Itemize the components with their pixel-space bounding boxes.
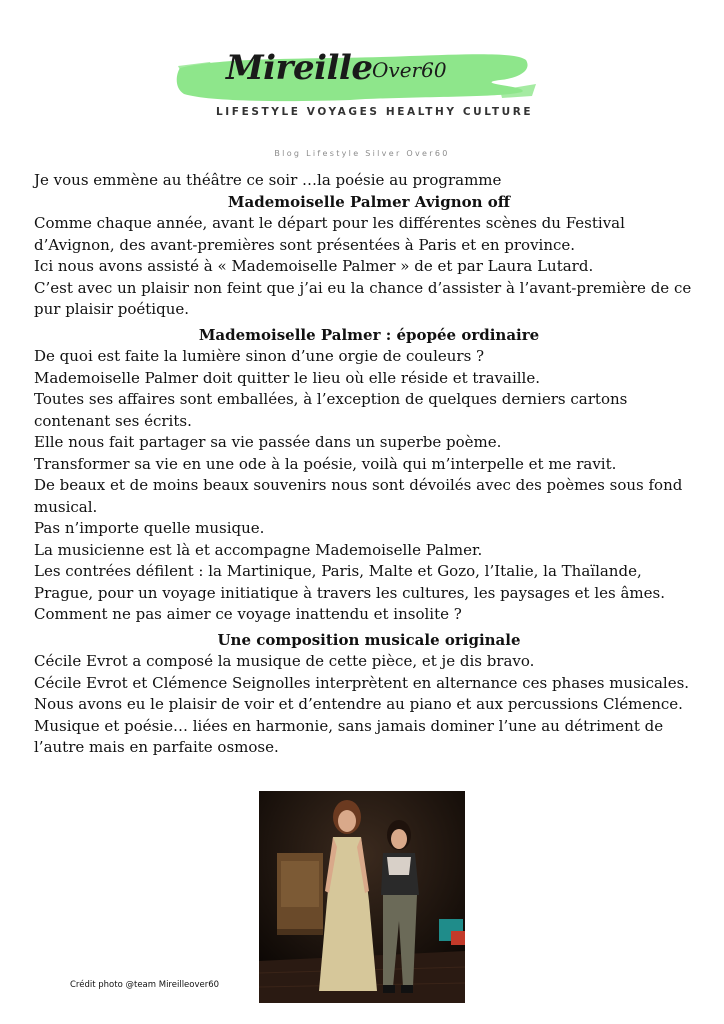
paragraph: Mademoiselle Palmer doit quitter le lieu où elle réside et travaille. [34,368,540,387]
section-heading: Mademoiselle Palmer Avignon off [227,192,511,211]
logo-wordmark: Mireille [226,48,373,88]
paragraph: De beaux et de moins beaux souvenirs nous sont dévoilés avec des poèmes sous fond musical. [34,476,683,516]
paragraph: Cécile Evrot et Clémence Seignolles interprètent en alternance ces phases musicales. [34,673,690,692]
paragraph: Musique et poésie… liées en harmonie, sans jamais dominer l’une au détriment de l’autre mais en parfaite osmose. [34,716,664,756]
paragraph: Nous avons eu le plaisir de voir et d’entendre au piano et aux percussions Clémence. [34,695,683,713]
paragraph: De quoi est faite la lumière sinon d’une orgie de couleurs ? [34,347,485,365]
site-logo[interactable] [170,30,550,130]
paragraph: Pas n’importe quelle musique. [34,519,265,537]
paragraph: Toutes ses affaires sont emballées, à l’exception de quelques derniers cartons contenant ses écrits. [34,390,628,430]
section-heading: Mademoiselle Palmer : épopée ordinaire [198,325,540,344]
photo-credit: Crédit photo @team Mireilleover60 [70,980,220,990]
article-body [34,170,704,759]
article-intro: Je vous emmène au théâtre ce soir …la poésie au programme [34,171,502,189]
paragraph: Cécile Evrot a composé la musique de cette pièce, et je dis bravo. [34,652,535,670]
paragraph: Ici nous avons assisté à « Mademoiselle Palmer » de et par Laura Lutard. [34,257,594,275]
logo-sub-wordmark: Over60 [372,58,447,82]
paragraph: Transformer sa vie en une ode à la poésie, voilà qui m’interpelle et me ravit. [34,454,617,473]
paragraph: Comment ne pas aimer ce voyage inattendu et insolite ? [34,605,462,623]
paragraph: La musicienne est là et accompagne Mademoiselle Palmer. [34,540,483,559]
paragraph: C’est avec un plaisir non feint que j’ai eu la chance d’assister à l’avant-première de ce pur plaisir poétique. [34,278,692,318]
stage-photo [259,791,465,1003]
paragraph: Elle nous fait partager sa vie passée dans un superbe poème. [34,433,502,451]
blog-tagline: Blog Lifestyle Silver Over60 [274,149,450,158]
section-heading: Une composition musicale originale [217,630,521,649]
paragraph: Les contrées défilent : la Martinique, Paris, Malte et Gozo, l’Italie, la Thaïlande, Prague, pour un voyage initiatique à travers les cultures, les paysages et les âmes. [34,562,666,602]
paragraph: Comme chaque année, avant le départ pour les différentes scènes du Festival d’Avignon, des avant-premières sont présentées à Paris et en province. [34,214,625,254]
photo-illustration [259,791,465,1003]
logo-tagline: LIFESTYLE VOYAGES HEALTHY CULTURE [216,106,534,118]
